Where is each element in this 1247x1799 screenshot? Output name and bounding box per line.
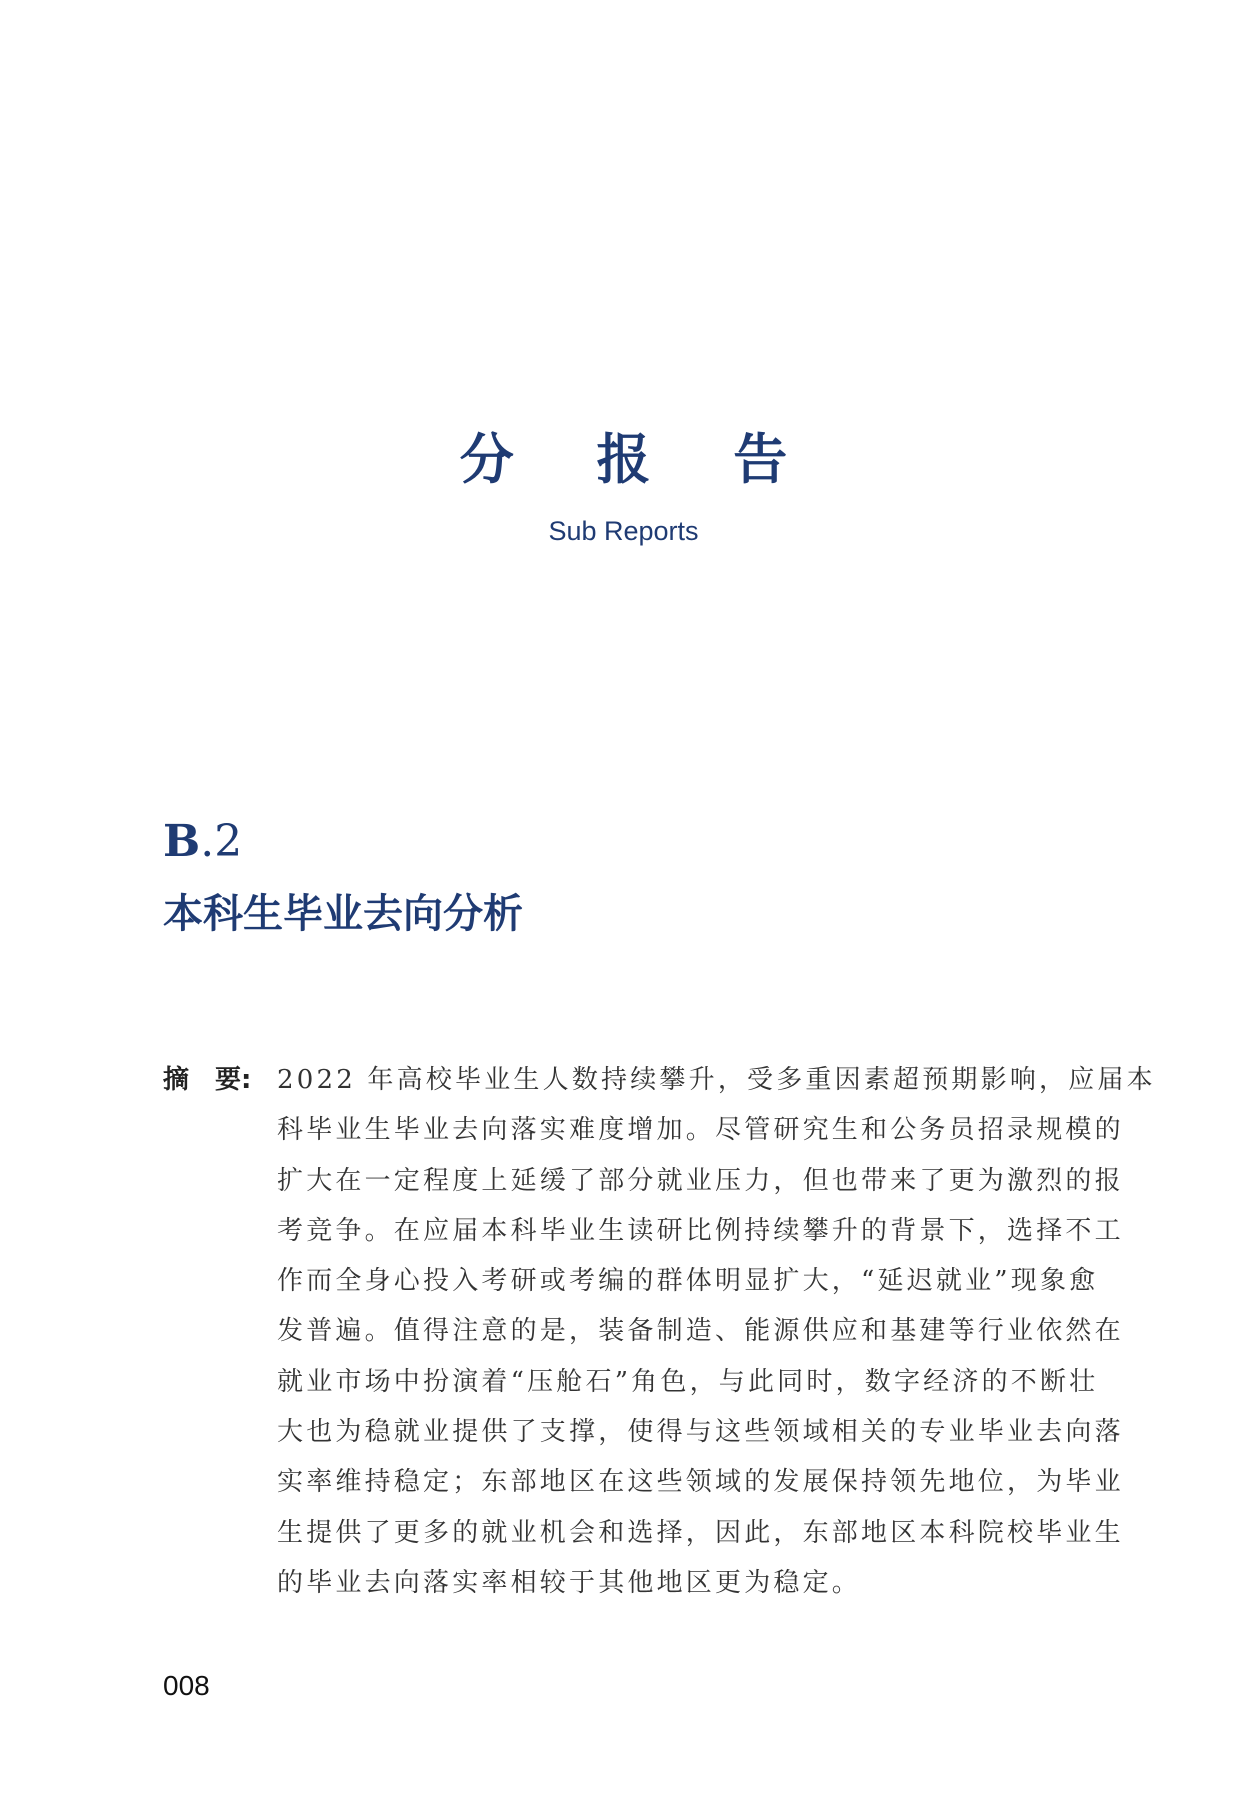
chapter-code-letter: B bbox=[163, 816, 201, 867]
abstract-line: 作而全身心投入考研或考编的群体明显扩大，“延迟就业”现象愈 bbox=[277, 1266, 1099, 1297]
abstract-line: 科毕业生毕业去向落实难度增加。尽管研究生和公务员招录规模的 bbox=[277, 1115, 1124, 1146]
abstract-line: 就业市场中扮演着“压舱石”角色，与此同时，数字经济的不断壮 bbox=[277, 1366, 1099, 1397]
abstract-line: 的毕业去向落实率相较于其他地区更为稳定。 bbox=[277, 1567, 862, 1598]
section-title: 分 报 告 bbox=[459, 427, 820, 491]
abstract-line: 考竞争。在应届本科毕业生读研比例持续攀升的背景下，选择不工 bbox=[277, 1215, 1124, 1246]
page-number: 008 bbox=[163, 1670, 210, 1701]
chapter-code bbox=[163, 816, 243, 867]
abstract bbox=[163, 1055, 1156, 1608]
chapter-title: 本科生毕业去向分析 bbox=[163, 891, 523, 937]
abstract-line: 大也为稳就业提供了支撑，使得与这些领域相关的专业毕业去向落 bbox=[277, 1417, 1124, 1448]
abstract-line: 实率维持稳定；东部地区在这些领域的发展保持领先地位，为毕业 bbox=[277, 1467, 1124, 1498]
section-subtitle: Sub Reports bbox=[548, 516, 699, 546]
abstract-body bbox=[277, 1055, 1156, 1608]
abstract-line: 2022 年高校毕业生人数持续攀升，受多重因素超预期影响，应届本 bbox=[277, 1065, 1156, 1095]
abstract-line: 发普遍。值得注意的是，装备制造、能源供应和基建等行业依然在 bbox=[277, 1316, 1124, 1347]
abstract-line: 生提供了更多的就业机会和选择，因此，东部地区本科院校毕业生 bbox=[277, 1517, 1124, 1548]
abstract-label: 摘 要: bbox=[163, 1065, 252, 1095]
chapter-code-number: .2 bbox=[200, 816, 243, 867]
abstract-line: 扩大在一定程度上延缓了部分就业压力，但也带来了更为激烈的报 bbox=[277, 1165, 1124, 1196]
